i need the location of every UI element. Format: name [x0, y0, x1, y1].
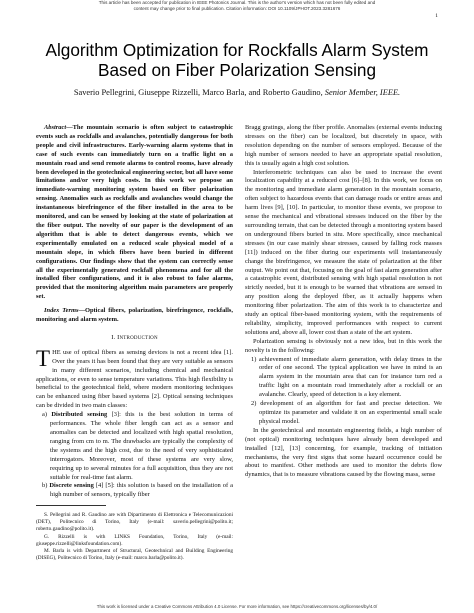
page-number: 1	[435, 13, 438, 19]
right-column	[245, 124, 442, 480]
index-terms	[36, 307, 233, 325]
numbered-item-1	[251, 355, 443, 401]
paper-title: Algorithm Optimization for Rockfalls Alarm System Based on Fiber Polarization Sensing	[45, 40, 429, 80]
numbered-item-text: achievement of immediate alarm generation, with delay times in the order of one second. The typical application we have in mind is an alarm system in the mountain area that can for instance turn red a traffic light on a mountain road immediately after a rockfall or an avalanche. Clearly, speed of detection is a key element.	[258, 355, 443, 399]
abstract-lead: Abstract	[44, 124, 67, 131]
footnote-affiliation-1: S. Pellegrini and R. Gaudino are with Dipartimento di Elettronica e Telecomunicazioni (DET), Politecnico di Torino, Italy (e-mail: saverio.pellegrini@polito.it; roberto.gaudino@polito.it).	[36, 512, 233, 533]
footnotes	[36, 512, 233, 562]
list-item-label: a)	[42, 411, 48, 419]
list-item-distributed-sensing	[42, 411, 234, 482]
list-item-discrete-sensing	[42, 482, 234, 500]
list-item-label: b)	[42, 482, 48, 490]
numbered-item-label: 2)	[251, 400, 257, 408]
list-item-term: Distributed sensing	[51, 411, 108, 419]
intro-text: HE use of optical fibers as sensing devices is not a recent idea [1]. Over the years it has been found that they are very suitable as sensors in many different scenarios, including chemical and mechanical applications, or even to sense temperature variations. This high flexibility is beneficial to the geotechnical field, where modern monitoring techniques can be enhanced using fiber based systems [2]. Optical sensing techniques can be divided in two main classes:	[36, 348, 233, 410]
section-heading-introduction: I. Introduction	[111, 333, 158, 341]
publication-banner	[0, 0, 474, 12]
author-names: Saverio Pellegrini, Giuseppe Rizzelli, Marco Barla, and Roberto Gaudino,	[73, 88, 323, 97]
left-column	[36, 124, 233, 562]
author-list	[20, 88, 454, 97]
body-paragraph: Interferometric techniques can also be used to increase the event localization capability at a reduced cost [6]–[8]. In this work, we focus on the monitoring and immediate alarm generation in the mountain scenario, often subject to hazardous events that can damage roads or entire areas and harm lives [9], [10]. In particular, to monitor these events, we propose to sense the mechanical and vibrational stresses induced on the fiber by the surrounding terrain, that can be detected through a monitoring system based on underground fibers buried in situ. More specifically, since mechanical stresses (in our case mainly shear stresses, caused by falling rock masses [11]) induced on the fiber during our experiments will instantaneously change the birefringence, we measure the state of polarization at the fiber output. We point out that, focusing on the goal of fast alarm generation after a catastrophic event, distributed sensing with high spatial resolution is not strictly needed, but it is enough to be warned that vibrations are sensed in any position along the deployed fiber, as it actually happens when monitoring fiber polarization. The aim of this work is to characterize and study an optical fiber-based monitoring system, with the requirements of reliability, simplicity, improved performances with respect to current solutions and, above all, lower cost than a state of the art system.	[245, 168, 442, 336]
banner-line-1: This article has been accepted for publication in IEEE Photonics Journal. This is the author's version which has not been fully edited and	[98, 0, 376, 5]
numbered-item-label: 1)	[251, 355, 257, 363]
body-paragraph: Bragg gratings, along the fiber profile. Anomalies (external events inducing stresses on the fiber) can be localized, but discretely in space, with resolution depending on the number of sensors employed. Because of the high number of sensors needed to have an appropriate spatial resolution, this is usually again a high cost solution.	[245, 124, 442, 167]
numbered-item-2	[251, 400, 443, 427]
index-terms-text: —Optical fibers, polarization, birefringence, rockfalls, monitoring and alarm system.	[36, 307, 233, 324]
footnote-affiliation-3: M. Barla is with Department of Structural, Geotechnical and Building Engineering (DISEG), Politecnico di Torino, Italy (e-mail: marco.barla@polito.it).	[36, 547, 233, 561]
footnote-affiliation-2: G. Rizzelli is with LINKS Foundation, Torino, Italy (e-mail: giuseppe.rizzelli@linksfoundation.com).	[36, 533, 233, 547]
abstract-text: —The mountain scenario is often subject to catastrophic events such as rockfalls and avalanches, potentially dangerous for both people and civil infrastructures. Early-warning alarm systems that in case of such events can immediately turn on a traffic light on a mountain road and send remote alarms to control rooms, have already been developed in the geotechnical engineering sector, but all have some limitations and/or very high costs. In this work we propose an immediate-warning monitoring system based on fiber polarization sensing. Anomalies such as rockfalls and avalanches would change the instantaneous birefringence of the fiber installed in the area to be monitored, and can be sensed by looking at the state of polarization at the fiber output. The novelty of our paper is the development of an algorithm that is able to detect dangerous events, which we experimentally emulated on a reduced scale physical model of a mountain slope, in which fibers have been buried in different configurations. Our findings show that the system can correctly sense all the experimentally generated rockfall phenomena and for all the installed fiber configurations, and it is also robust to false alarms, provided that the monitoring algorithm main parameters are properly set.	[36, 124, 233, 301]
banner-line-2: content may change prior to final publication. Citation information: DOI 10.1109/JPHOT.2023.3281676	[133, 6, 341, 11]
intro-paragraph	[36, 345, 233, 411]
list-item-text: [4] [5]: this solution is based on the installation of a high number of sensors, typically fiber	[50, 482, 234, 499]
index-terms-lead: Index Terms	[44, 307, 79, 315]
numbered-item-text: development of an algorithm for fast and precise detection. We optimize its parameter and validate it on an experimental small scale physical model.	[259, 400, 443, 425]
list-item-term: Discrete sensing	[49, 482, 94, 490]
abstract	[36, 124, 233, 302]
author-membership: Senior Member, IEEE.	[324, 88, 401, 97]
body-paragraph: In the geotechnical and mountain engineering fields, a high number of (not optical) monitoring techniques have already been developed and installed [12], [13] concerning, for example, tracking of initiation mechanisms, the very first signs that some hazard occurrence could be about to manifest. Other methods are used to monitor the debris flow dynamics, that is to measure vibrations caused by the flowing mass, sense	[245, 426, 442, 479]
license-footer: This work is licensed under a Creative Commons Attribution 4.0 License. For more information, see https://creativecommons.org/licenses/by/4.0/	[96, 604, 378, 609]
body-paragraph: Polarization sensing is obviously not a new idea, but in this work the novelty is in the following:	[245, 337, 442, 354]
list-item-text: [3]: this is the best solution in terms of performances. The whole fiber length can act as a sensor and anomalies can be detected and localized with high spatial resolution, ranging from cm to m. The drawbacks are typically the complexity of the systems and the high cost, due to the need of very sophisticated interrogators. Moreover, most of these systems are very slow, requiring up to several minutes for a full acquisition, thus they are not suitable for real-time fast alarm.	[50, 411, 234, 481]
footnote-divider	[36, 505, 106, 506]
drop-cap: T	[36, 345, 51, 371]
